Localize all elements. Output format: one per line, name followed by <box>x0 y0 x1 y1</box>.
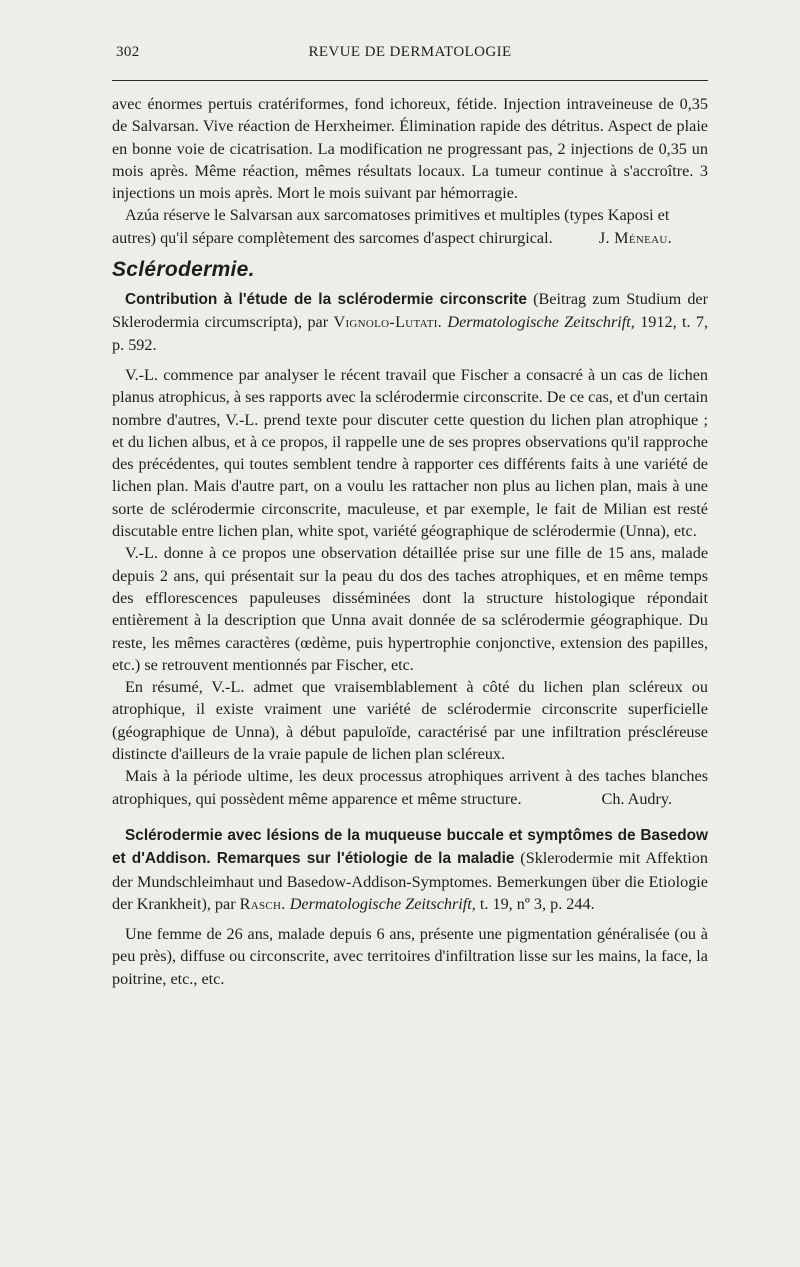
article2-title: Sclérodermie avec lésions de la muqueuse buccale et symptômes de Basedow et d'Addison. Remarques sur l'étiologie de la maladie <box>112 826 708 868</box>
article1-paragraph-1: V.-L. commence par analyser le récent travail que Fischer a consacré à un cas de lichen planus atrophicus, à ses rapports avec la sclérodermie circonscrite. De ce cas, et d'un certain nombre d'autres, V.-L. prend texte pour discuter cette question du lichen plan atrophique ; et du lichen albus, et à ce propos, il rappelle une de ses propres observations qu'il rapproche des précédentes, qui toutes semblent tendre à rapporter ces différents faits à une variété de lichen plan. Mais d'autre part, on a voulu les rattacher non plus au lichen plan, mais à une sorte de sclérodermie circonscrite, maculeuse, et par exemple, le fait de Milian est resté discutable entre lichen plan, white spot, variété géographique de sclérodermie (Unna), etc. <box>112 365 708 541</box>
signature-text: J. Méneau. <box>598 228 672 247</box>
article2-citation: (Sklerodermie mit Affektion der Mundschleimhaut und Basedow-Addison-Symptomes. Bemerkungen über die Etiologie der Krankheit), par <box>112 849 708 913</box>
kaposi-review-paragraph-1: avec énormes pertuis cratériformes, fond ichoreux, fétide. Injection intraveineuse de 0,35 de Salvarsan. Vive réaction de Herxheimer. Élimination rapide des détritus. Aspect de plaie en bonne voie de cicatrisation. La modification ne progressant pas, 2 injections de 0,35 un mois après. Même réaction, mêmes résultats locaux. La tumeur continue à s'accroître. 3 injections un mois après. Mort le mois suivant par hémorragie. <box>112 95 708 203</box>
journal-title: REVUE DE DERMATOLOGIE <box>308 44 512 60</box>
article1-paragraph-2: V.-L. donne à ce propos une observation détaillée prise sur une fille de 15 ans, malade depuis 2 ans, qui présentait sur la peau du dos des taches atrophiques, et en même temps des efflorescences papuleuses disséminées dont la structure histologique répondait entièrement à la description que Unna avait donnée de sa sclérodermie géographique. Du reste, les mêmes caractères (œdème, puis hypertrophie conjonctive, extension des papilles, etc.) se retrouvent mentionnés par Fischer, etc. <box>112 544 708 674</box>
article2-author: Rasch. <box>239 894 286 913</box>
article1-citation: (Beitrag zum Studium der Sklerodermia circumscripta), par <box>112 290 708 332</box>
article1-paragraph-3: En résumé, V.-L. admet que vraisemblablement à côté du lichen plan scléreux ou atrophique, il existe vraiment une variété de sclérodermie circonscrite superficielle (géographique de Unna), à début papuloïde, caractérisé par une infiltration préscléreuse distincte d'ailleurs de la vraie papule de lichen plan scléreux. <box>112 678 708 764</box>
signature-text: Ch. Audry. <box>601 789 672 808</box>
running-head <box>112 44 708 72</box>
article2-ref: t. 19, nº 3, p. 244. <box>475 894 595 913</box>
article2-heading <box>112 824 708 915</box>
kaposi-review-text: Azúa réserve le Salvarsan aux sarcomatoses primitives et multiples (types Kaposi et autres) qu'il sépare complètement des sarcomes d'aspect chirurgical. <box>112 206 670 247</box>
header-rule <box>112 80 708 81</box>
article2-paragraph-1: Une femme de 26 ans, malade depuis 6 ans, présente une pigmentation généralisée (ou à peu près), diffuse ou circonscrite, avec territoires d'infiltration lisse sur les mains, la face, la poitrine, etc., etc. <box>112 925 708 988</box>
section-title: Sclérodermie. <box>112 258 255 282</box>
article1-journal: Dermatologische Zeitschrift, <box>442 313 635 332</box>
article1-ref: 1912, t. 7, p. 592. <box>112 313 709 354</box>
article1-paragraph-4: Mais à la période ultime, les deux processus atrophiques arrivent à des taches blanches atrophiques, qui possèdent même apparence et même structure. <box>112 767 708 808</box>
article1-author: Vignolo-Lutati. <box>333 313 443 332</box>
article1-heading <box>112 288 708 356</box>
article2-journal: Dermatologische Zeitschrift, <box>289 894 476 913</box>
article1-title: Contribution à l'étude de la sclérodermie circonscrite <box>125 291 527 309</box>
page-number: 302 <box>116 44 140 60</box>
page <box>112 44 708 990</box>
